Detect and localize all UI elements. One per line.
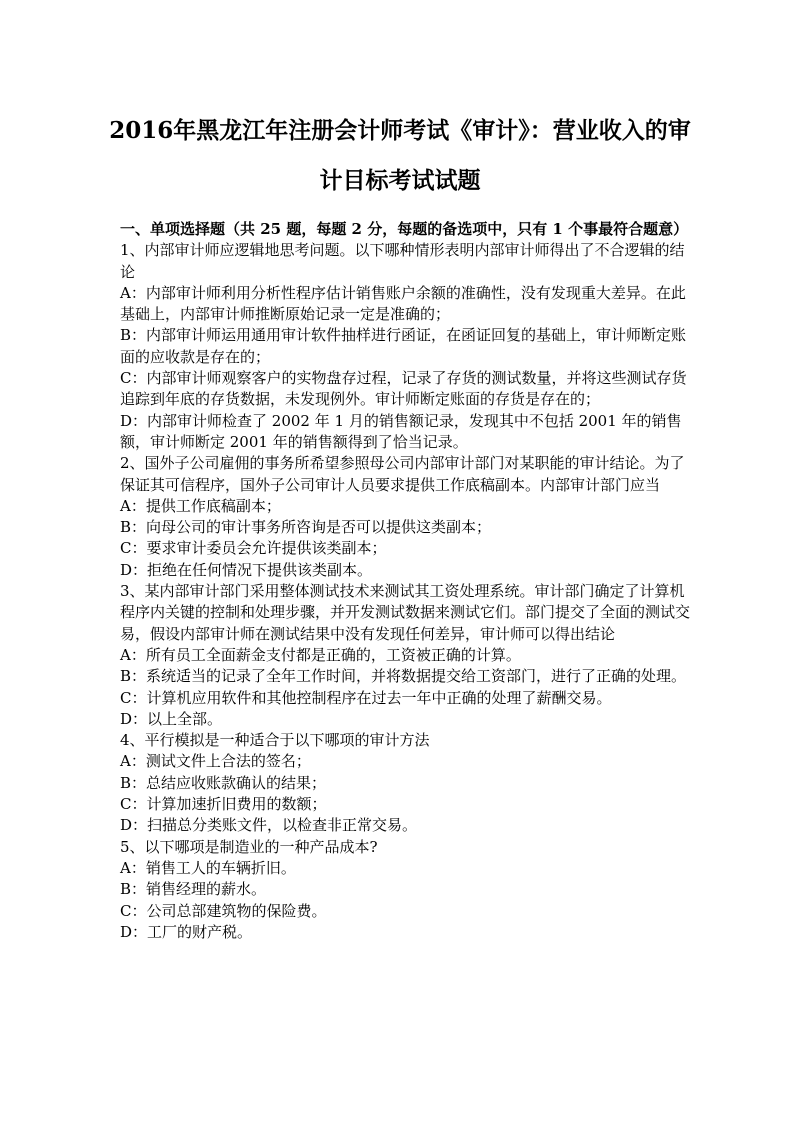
question-5-option-d: D：工厂的财产税。 (120, 922, 253, 941)
question-content (120, 219, 690, 943)
question-5-stem: 5、以下哪项是制造业的一种产品成本? (120, 837, 378, 856)
question-3-option-c: C：计算机应用软件和其他控制程序在过去一年中正确的处理了薪酬交易。 (120, 688, 612, 707)
question-3-option-a: A：所有员工全面薪金支付都是正确的，工资被正确的计算。 (120, 645, 521, 664)
question-2-option-b: B：向母公司的审计事务所咨询是否可以提供这类副本； (120, 518, 492, 537)
question-5-option-a: A：销售工人的车辆折旧。 (120, 858, 296, 877)
question-1-stem: 1、内部审计师应逻辑地思考问题。以下哪种情形表明内部审计师得出了不合逻辑的结论 (120, 241, 685, 281)
question-1-option-d: D：内部审计师检查了 2002 年 1 月的销售额记录，发现其中不包括 2001 年的销售额，审计师断定 2001 年的销售额得到了恰当记录。 (120, 411, 682, 451)
question-2-option-a: A：提供工作底稿副本； (120, 496, 281, 515)
question-4-option-a: A：测试文件上合法的签名； (120, 752, 311, 771)
question-2-option-c: C：要求审计委员会允许提供该类副本； (120, 539, 387, 558)
question-3-stem: 3、某内部审计部门采用整体测试技术来测试其工资处理系统。审计部门确定了计算机程序内关键的控制和处理步骤，并开发测试数据来测试它们。部门提交了全面的测试交易，假设内部审计师在测试结果中没有发现任何差异，审计师可以得出结论 (120, 582, 691, 643)
question-4-stem: 4、平行模拟是一种适合于以下哪项的审计方法 (120, 731, 430, 750)
question-1-option-c: C：内部审计师观察客户的实物盘存过程，记录了存货的测试数量，并将这些测试存货追踪到年底的存货数据，未发现例外。审计师断定账面的存货是存在的； (120, 369, 687, 409)
document-title-line-2: 计目标考试试题 (319, 167, 481, 194)
document-title-line-1: 2016年黑龙江年注册会计师考试《审计》：营业收入的审 (109, 117, 691, 144)
question-3-option-b: B：系统适当的记录了全年工作时间，并将数据提交给工资部门，进行了正确的处理。 (120, 667, 687, 686)
question-1-option-a: A：内部审计师利用分析性程序估计销售账户余额的准确性，没有发现重大差异。在此基础上，内部审计师推断原始记录一定是准确的； (120, 283, 686, 324)
question-4-option-c: C：计算加速折旧费用的数额； (120, 795, 327, 814)
question-2-option-d: D：拒绝在任何情况下提供该类副本。 (120, 560, 373, 579)
question-3-option-d: D：以上全部。 (120, 709, 223, 728)
question-5-option-b: B：销售经理的薪水。 (120, 880, 267, 899)
question-4-option-b: B：总结应收账款确认的结果； (120, 773, 327, 792)
question-1-option-b: B：内部审计师运用通用审计软件抽样进行函证，在函证回复的基础上，审计师断定账面的应收款是存在的； (120, 326, 687, 366)
question-5-option-c: C：公司总部建筑物的保险费。 (120, 901, 327, 920)
section-header: 一、单项选择题（共 25 题，每题 2 分，每题的备选项中，只有 1 个事最符合题意） (120, 220, 689, 238)
question-4-option-d: D：扫描总分类账文件，以检查非正常交易。 (120, 816, 418, 835)
question-2-stem: 2、国外子公司雇佣的事务所希望参照母公司内部审计部门对某职能的审计结论。为了保证其可信程序，国外子公司审计人员要求提供工作底稿副本。内部审计部门应当 (120, 454, 685, 494)
